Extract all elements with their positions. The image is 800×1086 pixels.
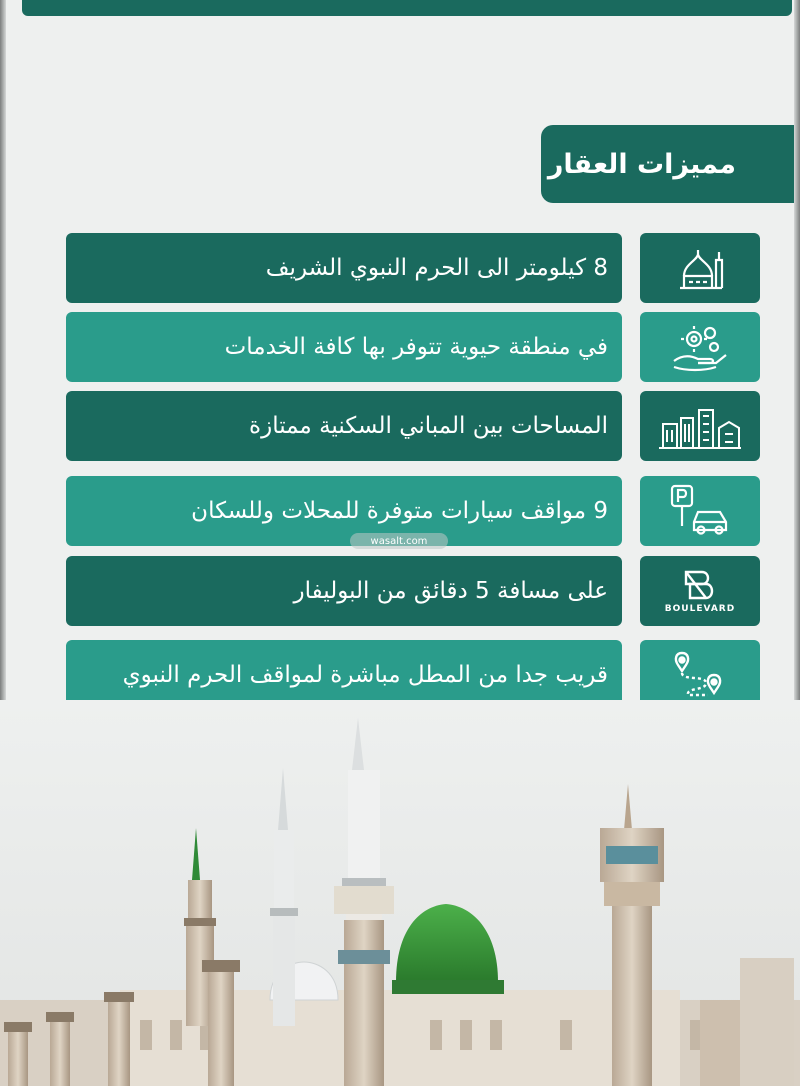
feature-text-4: 9 مواقف سيارات متوفرة للمحلات وللسكان <box>66 476 622 546</box>
buildings-icon <box>640 391 760 461</box>
feature-text-6: قريب جدا من المطل مباشرة لمواقف الحرم النبوي <box>66 640 622 710</box>
feature-text-2: في منطقة حيوية تتوفر بها كافة الخدمات <box>66 312 622 382</box>
services-hand-icon <box>640 312 760 382</box>
top-bar <box>22 0 792 16</box>
feature-text-5: على مسافة 5 دقائق من البوليفار <box>66 556 622 626</box>
mosque-icon <box>640 233 760 303</box>
watermark: wasalt.com <box>350 533 448 549</box>
boulevard-logo-icon <box>640 556 760 626</box>
parking-icon <box>640 476 760 546</box>
section-title: مميزات العقار <box>541 125 794 203</box>
feature-text-1: 8 كيلومتر الى الحرم النبوي الشريف <box>66 233 622 303</box>
boulevard-logo-text: BOULEVARD <box>664 604 736 614</box>
prophet-mosque-illustration <box>0 700 800 1086</box>
feature-text-3: المساحات بين المباني السكنية ممتازة <box>66 391 622 461</box>
